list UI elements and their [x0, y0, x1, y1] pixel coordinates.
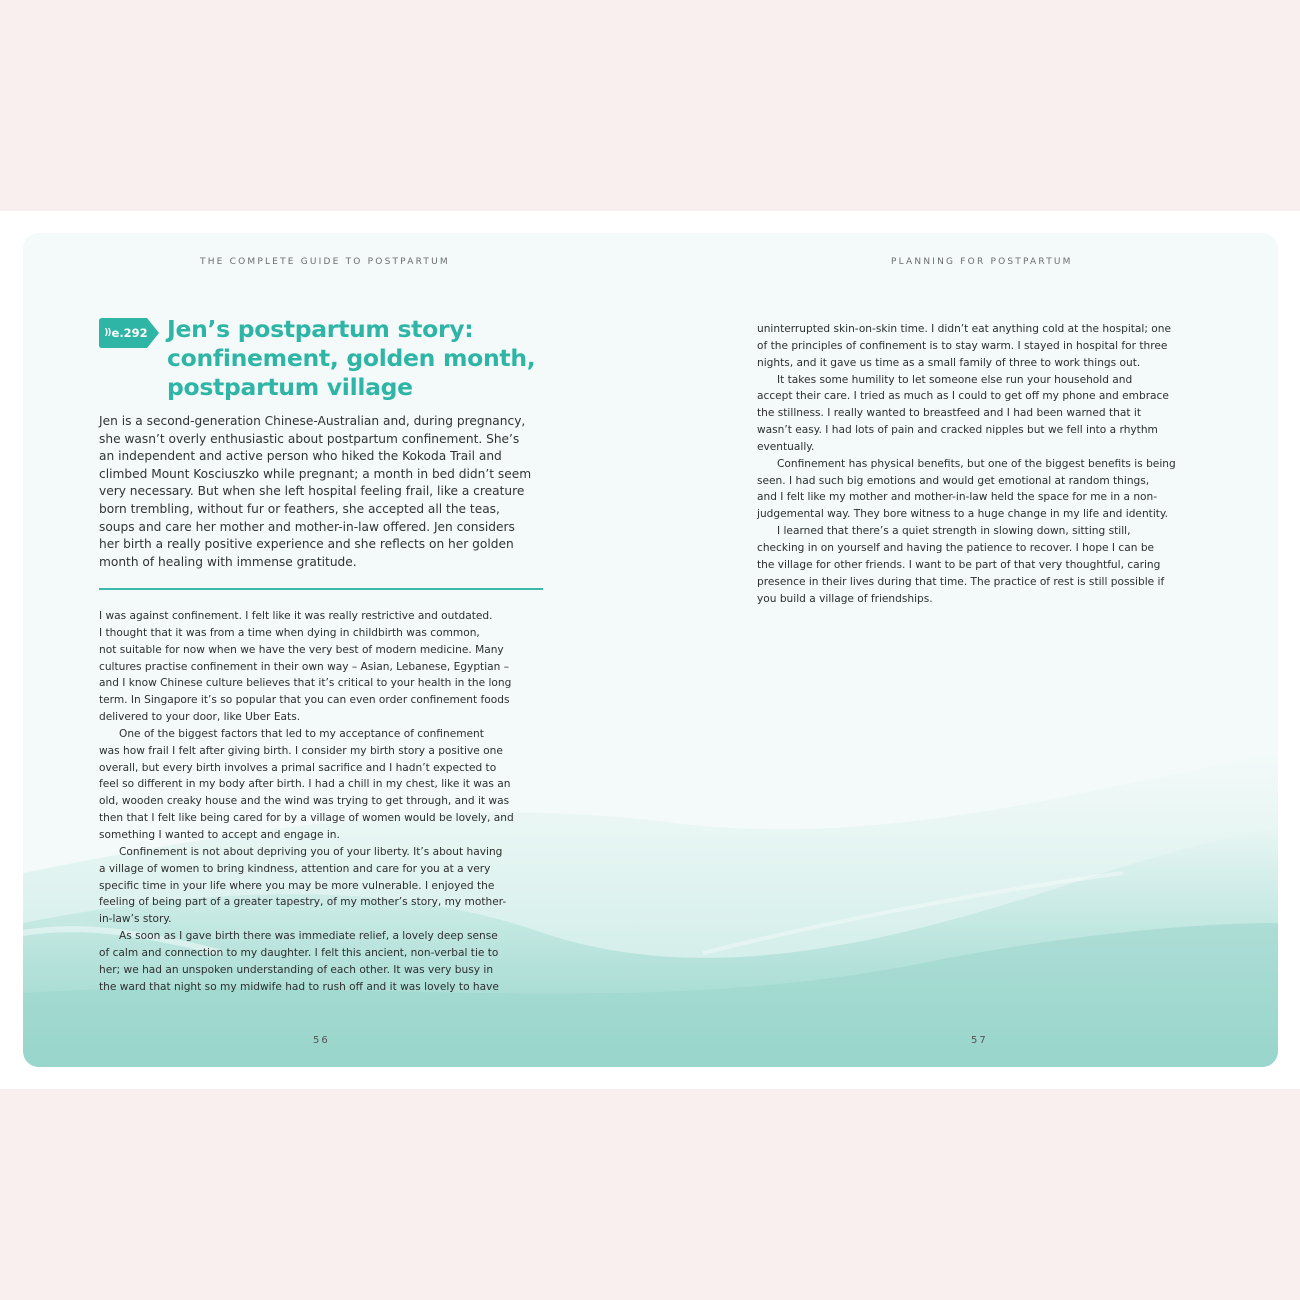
body-line: wasn’t easy. I had lots of pain and cracked nipples but we fell into a rhythm [757, 424, 1158, 437]
running-head-right: PLANNING FOR POSTPARTUM [891, 257, 1073, 267]
body-line: feeling of being part of a greater tapestry, of my mother’s story, my mother- [99, 896, 507, 909]
body-line: then that I felt like being cared for by a village of women would be lovely, and [99, 812, 514, 825]
intro-line: Jen is a second-generation Chinese-Australian and, during pregnancy, [99, 414, 526, 428]
intro-line: very necessary. But when she left hospital feeling frail, like a creature [99, 484, 525, 499]
body-line: the ward that night so my midwife had to rush off and it was lovely to have [99, 980, 499, 993]
body-line: feel so different in my body after birth. I had a chill in my chest, like it was an [99, 778, 511, 791]
body-line: I was against confinement. I felt like it was really restrictive and outdated. [99, 610, 493, 622]
body-line: It takes some humility to let someone else run your household and [777, 373, 1133, 386]
episode-number: e.292 [111, 326, 148, 340]
body-line: of calm and connection to my daughter. I felt this ancient, non-verbal tie to [99, 946, 499, 959]
page-number-right: 57 [971, 1035, 988, 1046]
body-line: checking in on yourself and having the patience to recover. I hope I can be [757, 541, 1155, 554]
body-line: in-law’s story. [99, 913, 172, 926]
intro-line: born trembling, without fur or feathers, she accepted all the teas, [99, 501, 500, 516]
body-line: specific time in your life where you may be more vulnerable. I enjoyed the [99, 879, 495, 892]
intro-line: month of healing with immense gratitude. [99, 554, 357, 569]
body-line: eventually. [757, 440, 815, 453]
section-divider [99, 588, 543, 590]
page-number-left: 56 [313, 1035, 330, 1046]
body-line: I learned that there’s a quiet strength in slowing down, sitting still, [777, 525, 1131, 538]
body-line: I thought that it was from a time when dying in childbirth was common, [99, 626, 480, 639]
body-line: and I felt like my mother and mother-in-law held the space for me in a non- [757, 491, 1158, 504]
book-spread [23, 233, 1278, 1067]
body-line: delivered to your door, like Uber Eats. [99, 711, 301, 724]
body-line: seen. I had such big emotions and would get emotional at random things, [757, 474, 1150, 487]
body-line: old, wooden creaky house and the wind was trying to get through, and it was [99, 795, 510, 808]
body-line: her; we had an unspoken understanding of each other. It was very busy in [99, 963, 494, 976]
body-line: of the principles of confinement is to stay warm. I stayed in hospital for three [757, 339, 1168, 352]
body-line: nights, and it gave us time as a small family of three to work things out. [757, 356, 1141, 369]
body-line: cultures practise confinement in their own way – Asian, Lebanese, Egyptian – [99, 660, 510, 673]
body-line: uninterrupted skin-on-skin time. I didn’t eat anything cold at the hospital; one [757, 323, 1172, 335]
body-line: term. In Singapore it’s so popular that you can even order confinement foods [99, 694, 510, 707]
intro-line: she wasn’t overly enthusiastic about postpartum confinement. She’s [99, 431, 520, 446]
audio-waves-icon: )) [104, 328, 111, 338]
body-text-left [99, 608, 549, 995]
body-line: you build a village of friendships. [757, 592, 933, 605]
title-line: confinement, golden month, [167, 344, 536, 372]
episode-badge [99, 318, 159, 348]
body-line: One of the biggest factors that led to my acceptance of confinement [119, 727, 484, 740]
body-line: judgemental way. They bore witness to a huge change in my life and identity. [757, 508, 1169, 521]
body-line: Confinement has physical benefits, but one of the biggest benefits is being [777, 457, 1176, 470]
running-head-left: THE COMPLETE GUIDE TO POSTPARTUM [200, 257, 450, 267]
body-text-right [757, 321, 1207, 607]
intro-line: climbed Mount Kosciuszko while pregnant; a month in bed didn’t seem [99, 466, 532, 481]
body-line: not suitable for now when we have the very best of modern medicine. Many [99, 643, 504, 656]
intro-paragraph [99, 413, 549, 571]
body-line: was how frail I felt after giving birth. I consider my birth story a positive one [99, 744, 503, 757]
body-line: something I wanted to accept and engage in. [99, 828, 340, 841]
body-line: As soon as I gave birth there was immediate relief, a lovely deep sense [119, 930, 498, 943]
body-line: the village for other friends. I want to be part of that very thoughtful, caring [757, 558, 1161, 571]
body-line: Confinement is not about depriving you of your liberty. It’s about having [119, 845, 503, 858]
body-line: overall, but every birth involves a primal sacrifice and I hadn’t expected to [99, 761, 497, 774]
title-line: Jen’s postpartum story: [167, 315, 474, 343]
body-line: and I know Chinese culture believes that it’s critical to your health in the long [99, 677, 512, 690]
body-line: a village of women to bring kindness, attention and care for you at a very [99, 862, 491, 875]
body-line: the stillness. I really wanted to breastfeed and I had been warned that it [757, 407, 1141, 420]
body-line: accept their care. I tried as much as I could to get off my phone and embrace [757, 390, 1169, 403]
title-line: postpartum village [167, 373, 413, 401]
intro-line: her birth a really positive experience and she reflects on her golden [99, 537, 514, 552]
intro-line: an independent and active person who hiked the Kokoda Trail and [99, 449, 502, 464]
body-line: presence in their lives during that time. The practice of rest is still possible if [757, 575, 1165, 588]
intro-line: soups and care her mother and mother-in-law offered. Jen considers [99, 519, 515, 534]
story-title [167, 315, 567, 402]
